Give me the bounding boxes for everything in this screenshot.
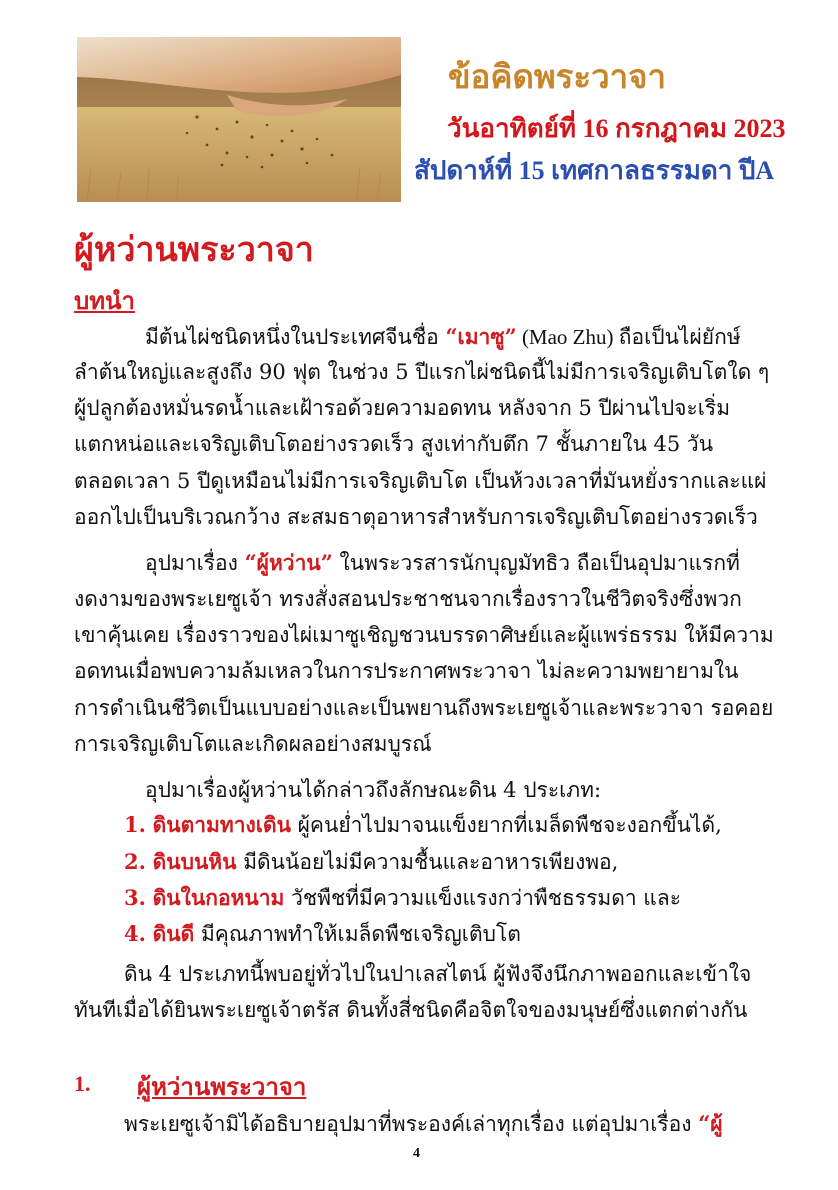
para2-line-1 [145,549,740,577]
intro-text: มีต้นไผ่ชนิดหนึ่งในประเทศจีนชื่อ [145,325,446,349]
soil-number: 1. [124,812,146,837]
section-title: ผู้หว่านพระวาจา [74,232,314,269]
para2-line-3: เขาคุ้นเคย เรื่องราวของไผ่เมาซูเชิญชวนบรรดาศิษย์และผู้แพร่ธรรม ให้มีความ [74,623,774,647]
header-date: วันอาทิตย์ที่ 16 กรกฎาคม 2023 [447,114,786,143]
intro-line-5: ตลอดเวลา 5 ปีดูเหมือนไม่มีการเจริญเติบโต เป็นห้วงเวลาที่มันหยั่งรากและแผ่ [74,469,767,493]
para2-line-5: การดำเนินชีวิตเป็นแบบอย่างและเป็นพยานถึงพระเยซูเจ้าและพระวาจา รอคอย [74,696,774,720]
soil-desc: มีดินน้อยไม่มีความชื้นและอาหารเพียงพอ, [236,850,619,874]
soil-desc: มีคุณภาพทำให้เมล็ดพืชเจริญเติบโต [194,922,521,946]
para2-line-6: การเจริญเติบโตและเกิดผลอย่างสมบูรณ์ [74,732,432,756]
section1-title: ผู้หว่านพระวาจา [137,1075,307,1101]
page-number: 4 [413,1146,420,1161]
intro-line-6: ออกไปเป็นบริเวณกว้าง สะสมธาตุอาหารสำหรับการเจริญเติบโตอย่างรวดเร็ว [74,505,758,529]
para-text: อุปมาเรื่อง [145,551,245,575]
soil-number: 2. [124,849,146,874]
intro-line-2: ลำต้นใหญ่และสูงถึง 90 ฟุต ในช่วง 5 ปีแรกไผ่ชนิดนี้ไม่มีการเจริญเติบโตใด ๆ [74,360,770,384]
sowing-seed-image [77,37,401,202]
soil-item [124,920,521,948]
soil-desc: ผู้คนย่ำไปมาจนแข็งยากที่เมล็ดพืชจะงอกขึ้นได้, [290,813,722,837]
para2-line-2: งดงามของพระเยซูเจ้า ทรงสั่งสอนประชาชนจากเรื่องราวในชีวิตจริงซึ่งพวก [74,587,742,611]
para2-line-4: อดทนเมื่อพบความล้มเหลวในการประกาศพระวาจา ไม่ละความพยายามใน [74,659,739,683]
soil-item [124,884,681,912]
para-text: พระเยซูเจ้ามิได้อธิบายอุปมาที่พระองค์เล่าทุกเรื่อง แต่อุปมาเรื่อง [124,1112,699,1136]
last-line [124,1110,723,1138]
soil-name: ดินในกอหนาม [152,885,285,910]
soil-name: ดินบนหิน [152,849,237,874]
para4-line-1: ดิน 4 ประเภทนี้พบอยู่ทั่วไปในปาเลสไตน์ ผู้ฟังจึงนึกภาพออกและเข้าใจ [124,962,752,986]
intro-line-4: แตกหน่อและเจริญเติบโตอย่างรวดเร็ว สูงเท่ากับตึก 7 ชั้นภายใน 45 วัน [74,432,714,456]
intro-line-3: ผู้ปลูกต้องหมั่นรดน้ำและเฝ้ารอด้วยความอดทน หลังจาก 5 ปีผ่านไปจะเริ่ม [74,396,731,420]
header-week: สัปดาห์ที่ 15 เทศกาลธรรมดา ปีA [414,156,775,185]
highlight-term: “เมาซู” [445,324,517,349]
soil-name: ดินตามทางเดิน [152,812,291,837]
soil-number: 4. [124,921,146,946]
section1-number: 1. [74,1071,91,1096]
highlight-term: “ผู้ [698,1111,723,1136]
para3-intro: อุปมาเรื่องผู้หว่านได้กล่าวถึงลักษณะดิน 4 ประเภท: [145,778,602,802]
intro-heading: บทนำ [74,289,135,315]
intro-text: (Mao Zhu) ถือเป็นไผ่ยักษ์ [516,325,741,349]
soil-name: ดินดี [152,921,195,946]
highlight-term: “ผู้หว่าน” [244,550,333,575]
header-title: ข้อคิดพระวาจา [448,60,667,96]
soil-item [124,848,618,876]
soil-number: 3. [124,885,146,910]
soil-item [124,811,722,839]
intro-line-1 [145,323,741,351]
para4-line-2: ทันทีเมื่อได้ยินพระเยซูเจ้าตรัส ดินทั้งสี่ชนิดคือจิตใจของมนุษย์ซึ่งแตกต่างกัน [74,998,748,1022]
para-text: ในพระวรสารนักบุญมัทธิว ถือเป็นอุปมาแรกที่ [332,551,740,575]
soil-desc: วัชพืชที่มีความแข็งแรงกว่าพืชธรรมดา และ [284,886,681,910]
